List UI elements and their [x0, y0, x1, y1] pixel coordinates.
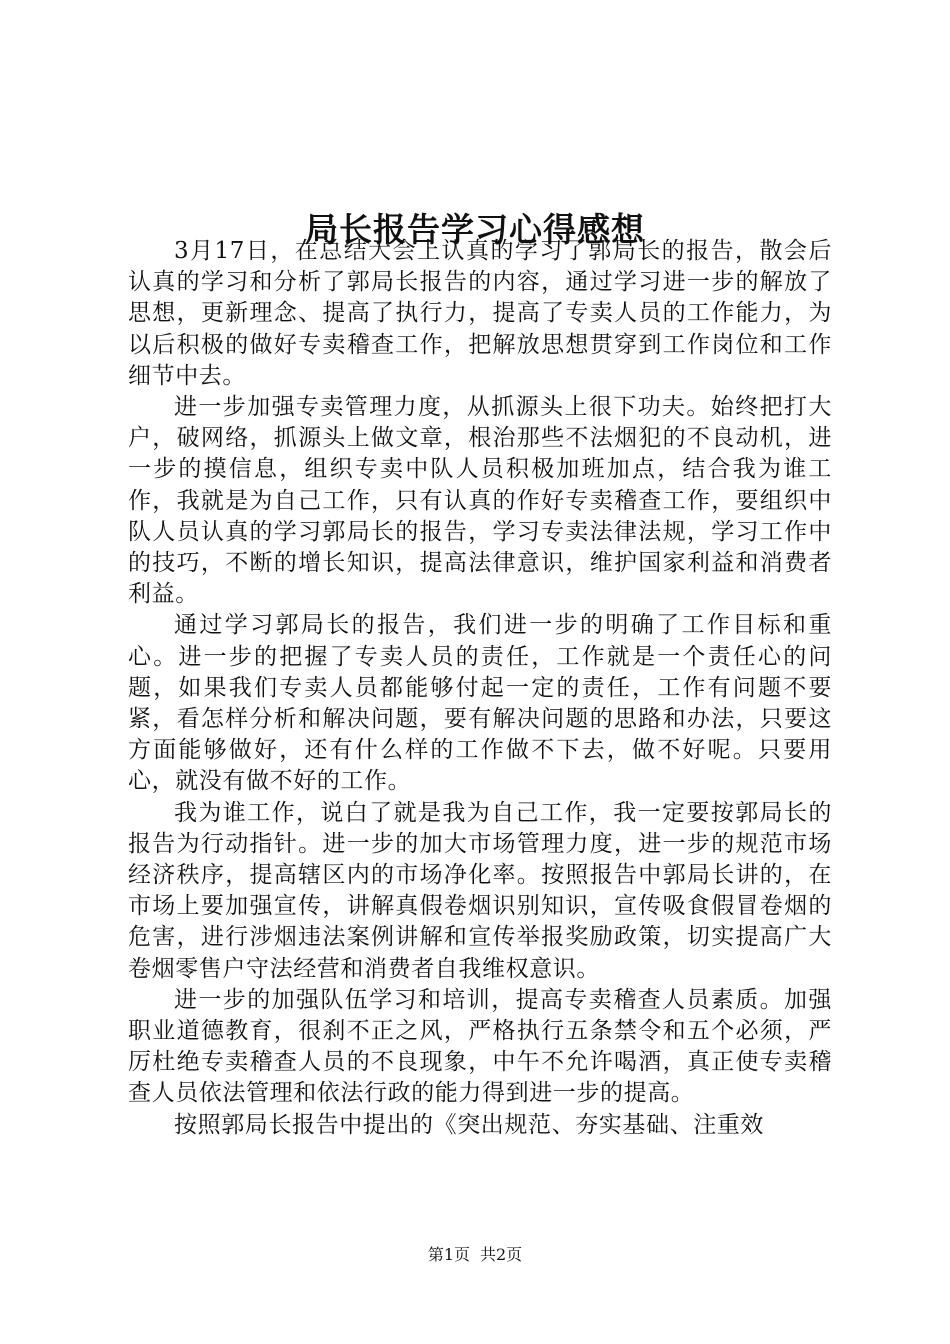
page-total: 共2页: [480, 1245, 523, 1264]
paragraph-2: 进一步加强专卖管理力度，从抓源头上很下功夫。始终把打大户，破网络，抓源头上做文章，根治那些不法烟犯的不良动机，进一步的摸信息，组织专卖中队人员积极加班加点，结合我为谁工作，我就是为自己工作，只有认真的作好专卖稽查工作，要组织中队人员认真的学习郭局长的报告，学习专卖法律法规，学习工作中的技巧，不断的增长知识，提高法律意识，维护国家利益和消费者利益。: [128, 394, 832, 608]
page-footer: [0, 1245, 950, 1265]
paragraph-6: 按照郭局长报告中提出的《突出规范、夯实基础、注重效: [174, 1111, 764, 1138]
paragraph-3: 通过学习郭局长的报告，我们进一步的明确了工作目标和重心。进一步的把握了专卖人员的责任，工作就是一个责任心的问题，如果我们专卖人员都能够付起一定的责任，工作有问题不要紧，看怎样分析和解决问题，要有解决问题的思路和办法，只要这方面能够做好，还有什么样的工作做不下去，做不好呢。只要用心，就没有做不好的工作。: [128, 612, 832, 795]
page-title: 局长报告学习心得感想: [305, 210, 645, 250]
paragraph-4: 我为谁工作，说白了就是我为自己工作，我一定要按郭局长的报告为行动指针。进一步的加大市场管理力度，进一步的规范市场经济秩序，提高辖区内的市场净化率。按照报告中郭局长讲的，在市场上要加强宣传，讲解真假卷烟识别知识，宣传吸食假冒卷烟的危害，进行涉烟违法案例讲解和宣传举报奖励政策，切实提高广大卷烟零售户守法经营和消费者自我维权意识。: [128, 799, 832, 982]
paragraph-5: 进一步的加强队伍学习和培训，提高专卖稽查人员素质。加强职业道德教育，很刹不正之风，严格执行五条禁令和五个必须，严厉杜绝专卖稽查人员的不良现象，中午不允许喝酒，真正使专卖稽查人员依法管理和依法行政的能力得到进一步的提高。: [128, 986, 832, 1107]
document-body: [128, 236, 832, 1141]
paragraph-1: 3月17日，在总结大会上认真的学习了郭局长的报告，散会后认真的学习和分析了郭局长报告的内容，通过学习进一步的解放了思想，更新理念、提高了执行力，提高了专卖人员的工作能力，为以后积极的做好专卖稽查工作，把解放思想贯穿到工作岗位和工作细节中去。: [128, 238, 832, 389]
page-number: 第1页: [427, 1245, 470, 1264]
